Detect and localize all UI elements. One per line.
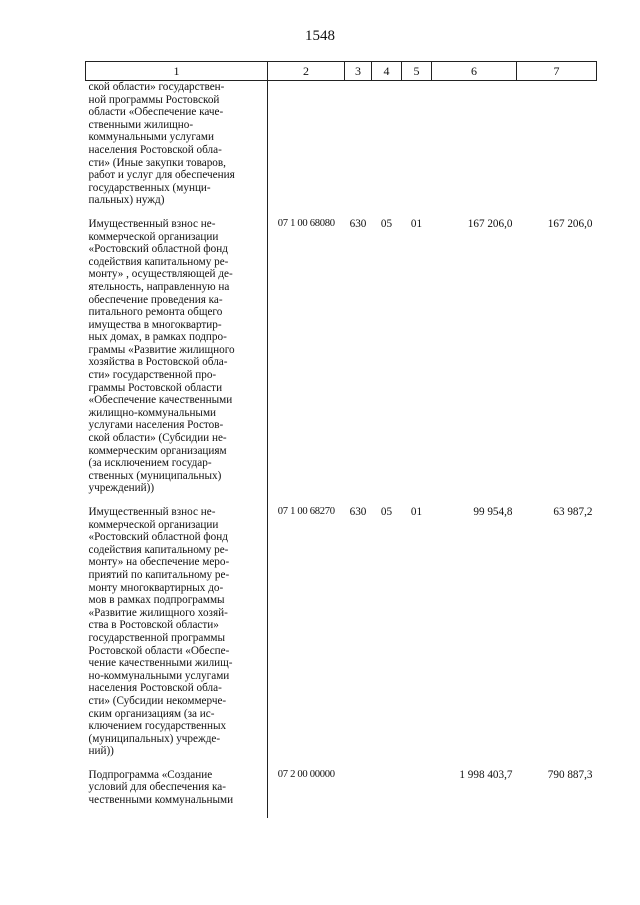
row-col-5: 01 bbox=[410, 506, 423, 518]
description-line: Имущественный взнос не- bbox=[88, 506, 216, 518]
row-amount-7 bbox=[517, 81, 597, 218]
row-description bbox=[86, 81, 268, 218]
column-header-2: 2 bbox=[268, 62, 345, 81]
description-line: обеспечение проведения ка- bbox=[88, 293, 223, 306]
description-line: ных домах, в рамках подпро- bbox=[88, 331, 227, 344]
row-col-5 bbox=[402, 81, 432, 218]
description-line: содействия капитальному ре- bbox=[88, 543, 229, 556]
description-line: чение качественными жилищ- bbox=[88, 657, 233, 670]
description-line: государственной программы bbox=[88, 631, 226, 644]
description-line: ства в Ростовской области» bbox=[88, 619, 219, 632]
column-header-3: 3 bbox=[345, 62, 372, 81]
description-line: «Обеспечение качественными bbox=[88, 394, 233, 407]
description-line: хозяйства в Ростовской обла- bbox=[88, 356, 228, 369]
column-header-6: 6 bbox=[432, 62, 517, 81]
description-line: ключением государственных bbox=[88, 720, 227, 733]
description-line: сти» (Иные закупки товаров, bbox=[88, 156, 226, 169]
row-amount-6: 167 206,0 bbox=[467, 217, 513, 230]
row-description bbox=[86, 769, 268, 818]
column-header-5: 5 bbox=[402, 62, 432, 81]
description-line: монту многоквартирных до- bbox=[88, 581, 224, 594]
description-line: работ и услуг для обеспечения bbox=[88, 169, 235, 182]
description-line: учреждений)) bbox=[88, 482, 155, 495]
budget-table bbox=[85, 61, 597, 818]
description-line: ний)) bbox=[88, 745, 114, 758]
description-line: граммы Ростовской области bbox=[88, 381, 223, 394]
row-amount-7: 790 887,3 bbox=[547, 768, 593, 781]
row-amount-7: 63 987,2 bbox=[553, 506, 593, 518]
row-col-5: 01 bbox=[410, 217, 423, 230]
description-line: Ростовской области «Обеспе- bbox=[88, 644, 230, 657]
row-amount-6: 99 954,8 bbox=[473, 506, 513, 518]
description-line: ной программы Ростовской bbox=[88, 93, 220, 106]
row-col-4: 05 bbox=[380, 506, 393, 518]
description-line: ской области» государствен- bbox=[88, 81, 225, 93]
description-line: коммерческой организации bbox=[88, 230, 219, 243]
table-row bbox=[86, 81, 597, 218]
row-col-3: 630 bbox=[349, 506, 367, 518]
table-body bbox=[86, 81, 597, 818]
description-line: ятельность, направленную на bbox=[88, 280, 230, 293]
description-line: области «Обеспечение каче- bbox=[88, 106, 224, 119]
row-description bbox=[86, 506, 268, 769]
description-line: услугами населения Ростов- bbox=[88, 419, 224, 432]
description-line: содействия капитальному ре- bbox=[88, 255, 229, 268]
description-line: «Развитие жилищного хозяй- bbox=[88, 606, 228, 619]
description-line: государственных (мунци- bbox=[88, 181, 211, 194]
description-line: приятий по капитальному ре- bbox=[88, 568, 230, 581]
row-col-5 bbox=[402, 769, 432, 818]
description-line: жилищно-коммунальными bbox=[88, 406, 217, 419]
row-code: 07 2 00 00000 bbox=[277, 768, 335, 780]
column-header-7: 7 bbox=[517, 62, 597, 81]
description-line: питального ремонта общего bbox=[88, 306, 223, 319]
description-line: Имущественный взнос не- bbox=[88, 217, 216, 230]
description-line: граммы «Развитие жилищного bbox=[88, 343, 235, 356]
table-row bbox=[86, 769, 597, 818]
page-number: 1548 bbox=[305, 28, 335, 44]
row-code: 07 1 00 68080 bbox=[277, 217, 335, 229]
row-code bbox=[268, 81, 345, 218]
description-line: коммерческим организациям bbox=[88, 444, 227, 457]
description-line: ским организациям (за ис- bbox=[88, 707, 215, 720]
row-col-4 bbox=[372, 769, 402, 818]
description-line: мов в рамках подпрограммы bbox=[88, 594, 225, 607]
column-header-1: 1 bbox=[86, 62, 268, 81]
description-line: населения Ростовской обла- bbox=[88, 682, 222, 695]
description-line: «Ростовский областной фонд bbox=[88, 243, 228, 256]
description-line: пальных) нужд) bbox=[88, 194, 165, 207]
description-line: монту» , осуществляющей де- bbox=[88, 268, 233, 281]
description-line: имущества в многоквартир- bbox=[88, 318, 222, 331]
row-amount-6 bbox=[432, 81, 517, 218]
row-amount-6: 1 998 403,7 bbox=[459, 768, 513, 781]
description-line: условий для обеспечения ка- bbox=[88, 781, 226, 794]
row-col-3 bbox=[345, 769, 372, 818]
row-col-3: 630 bbox=[349, 217, 367, 230]
table-row bbox=[86, 506, 597, 769]
description-line: (за исключением государ- bbox=[88, 457, 212, 470]
description-line: ственными жилищно- bbox=[88, 118, 194, 131]
row-col-3 bbox=[345, 81, 372, 218]
description-line: ственных (муниципальных) bbox=[88, 469, 222, 482]
row-description bbox=[86, 218, 268, 506]
description-line: монту» на обеспечение меро- bbox=[88, 556, 230, 569]
description-line: Подпрограмма «Создание bbox=[88, 768, 213, 781]
description-line: ской области» (Субсидии не- bbox=[88, 432, 227, 445]
description-line: сти» (Субсидии некоммерче- bbox=[88, 694, 227, 707]
description-line: коммунальными услугами bbox=[88, 131, 214, 144]
description-line: (муниципальных) учрежде- bbox=[88, 732, 221, 745]
description-line: чественными коммунальными bbox=[88, 794, 234, 807]
description-line: но-коммунальными услугами bbox=[88, 669, 230, 682]
row-amount-7: 167 206,0 bbox=[547, 217, 593, 230]
row-col-4: 05 bbox=[380, 217, 393, 230]
column-header-4: 4 bbox=[372, 62, 402, 81]
header-row bbox=[86, 62, 597, 81]
table-row bbox=[86, 218, 597, 506]
description-line: населения Ростовской обла- bbox=[88, 143, 222, 156]
description-line: «Ростовский областной фонд bbox=[88, 531, 228, 544]
description-line: сти» государственной про- bbox=[88, 369, 217, 382]
row-code: 07 1 00 68270 bbox=[277, 506, 335, 517]
row-col-4 bbox=[372, 81, 402, 218]
description-line: коммерческой организации bbox=[88, 518, 219, 531]
